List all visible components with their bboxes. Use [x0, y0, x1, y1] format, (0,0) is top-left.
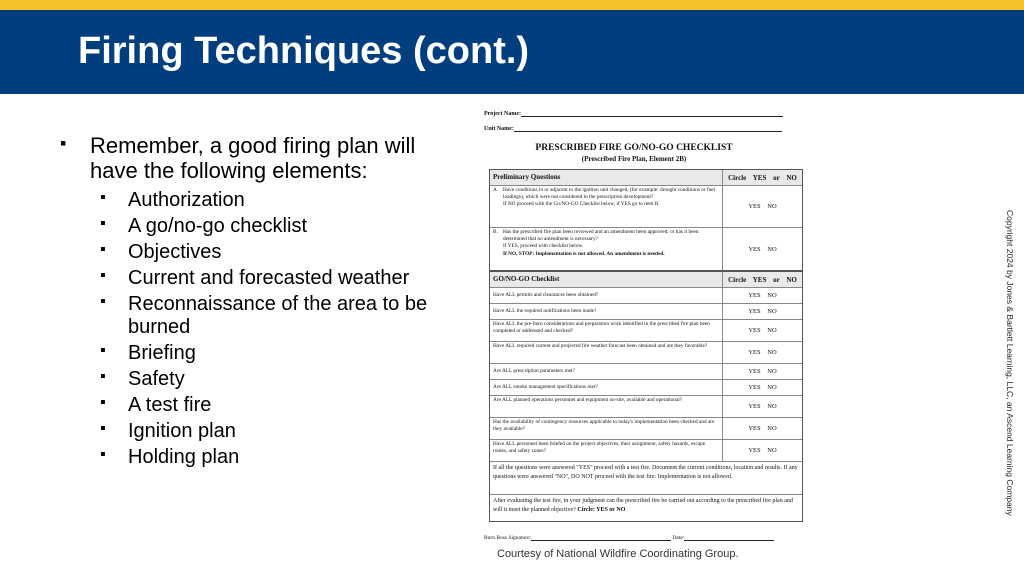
- square-bullet-icon: ▪: [100, 368, 106, 385]
- table-row: [490, 319, 802, 341]
- prelim-row-a: [490, 185, 802, 227]
- prelim-question-b: [490, 228, 723, 270]
- prelim-a-note: If NO proceed with the Go/NO-GO Checklist below, if YES go to item B.: [503, 201, 660, 208]
- list-item-text: Safety: [128, 368, 185, 390]
- checklist-question: Have ALL the pre-burn considerations and preparation work identified in the prescribed fire plan been completed or addressed and checked?: [490, 320, 723, 341]
- square-bullet-icon: ▪: [100, 293, 106, 310]
- list-item-text: Reconnaissance of the area to be burned: [128, 293, 428, 338]
- checklist-question: Have ALL required current and projected fire weather forecast been obtained and are they favorable?: [490, 342, 723, 363]
- yes-no-answer: YES NO: [748, 292, 777, 299]
- copyright-notice: [1003, 210, 1017, 520]
- yes-no-answer: YES NO: [748, 245, 777, 253]
- after-test-circle: Circle: YES or NO: [577, 507, 626, 513]
- list-item: [60, 420, 428, 443]
- yes-no-answer: YES NO: [748, 308, 777, 315]
- unit-name-label: Unit Name:: [484, 126, 514, 132]
- project-name-label: Project Name:: [484, 111, 522, 117]
- project-name-rule: [521, 110, 783, 117]
- square-bullet-icon: ▪: [100, 394, 106, 411]
- checklist-question: Have ALL the required notifications been made?: [490, 304, 723, 319]
- list-item: [60, 342, 428, 365]
- after-test-block: [490, 495, 802, 521]
- answered-yes-row: [490, 461, 802, 494]
- yes-no-answer: YES NO: [748, 447, 777, 454]
- gonogo-header: GO/NO-GO Checklist: [490, 272, 723, 287]
- list-item-text: Briefing: [128, 342, 196, 364]
- signature-line: [484, 534, 774, 541]
- yes-no-answer: YES NO: [748, 384, 777, 391]
- list-item-text: A test fire: [128, 394, 212, 416]
- prelim-a-text: Have conditions in or adjacent to the ignition unit changed, (for example: drought conditions or fuel loadings), which were not considered in the prescription development?: [503, 187, 716, 201]
- checklist-subtitle: (Prescribed Fire Plan, Element 2B): [581, 155, 687, 163]
- yes-no-answer: YES NO: [748, 425, 777, 432]
- bullet-intro: [60, 133, 440, 183]
- gonogo-header-row: [490, 270, 802, 287]
- checklist-question: Have ALL personnel been briefed on the project objectives, their assignment, safety hazards, escape routes, and safety zones?: [490, 440, 723, 461]
- list-item-text: Current and forecasted weather: [128, 267, 410, 289]
- square-bullet-icon: ▪: [100, 215, 106, 232]
- prelim-a-letter: A.: [493, 187, 499, 193]
- project-name-line: [484, 110, 783, 117]
- circle-header: Circle YES or NO: [723, 170, 802, 185]
- unit-name-rule: [514, 125, 782, 132]
- checklist-table: [489, 169, 803, 522]
- table-row: [490, 341, 802, 363]
- list-item-text: Holding plan: [128, 446, 240, 468]
- table-row: [490, 395, 802, 417]
- list-item-text: A go/no-go checklist: [128, 215, 307, 237]
- prelim-b-text: Has the prescribed fire plan been reviewed and an amendment been approved; or has it been determined that no amendment is necessary?: [503, 229, 699, 243]
- list-item-text: Authorization: [128, 189, 245, 211]
- list-item: [60, 368, 428, 391]
- square-bullet-icon: ▪: [100, 267, 106, 284]
- date-rule: [684, 534, 774, 541]
- copyright-text: Copyright 2024 by Jones & Bartlett Learning, LLC, an Ascend Learning Company: [1005, 210, 1015, 516]
- image-credit: Courtesy of National Wildfire Coordinating Group.: [497, 548, 739, 560]
- prelim-b-note1: If YES, proceed with checklist below.: [503, 243, 584, 250]
- yes-no-answer: YES NO: [748, 203, 777, 210]
- slide-title: Firing Techniques (cont.): [78, 30, 530, 72]
- bullet-content: [60, 133, 440, 472]
- unit-name-line: [484, 125, 782, 132]
- list-item: [60, 267, 428, 290]
- accent-bar: [0, 0, 1024, 10]
- prelim-b-letter: B.: [493, 229, 498, 235]
- list-item: [60, 446, 428, 469]
- list-item: [60, 215, 428, 238]
- square-bullet-icon: ▪: [100, 189, 106, 206]
- list-item: [60, 394, 428, 417]
- square-bullet-icon: ▪: [100, 342, 106, 359]
- table-row: [490, 379, 802, 395]
- list-item-text: Ignition plan: [128, 420, 236, 442]
- yes-no-answer: YES NO: [748, 403, 777, 410]
- checklist-question: Are ALL prescription parameters met?: [490, 364, 723, 379]
- prelim-row-b: [490, 227, 802, 270]
- after-test-text: After evaluating the test fire, in your judgment can the prescribed fire be carried out according to the prescribed fire plan and will it meet the planned objective?: [493, 498, 793, 513]
- prelim-header-row: [490, 170, 802, 185]
- signature-label: Burn Boss Signature:: [484, 535, 532, 541]
- bullet-intro-text: Remember, a good firing plan will have the following elements:: [90, 133, 416, 183]
- checklist-question: Are ALL smoke management specifications met?: [490, 380, 723, 395]
- yes-no-answer: YES NO: [748, 327, 777, 334]
- element-list: [60, 189, 440, 469]
- checklist-question: Are ALL planned operations personnel and equipment on-site, available and operational?: [490, 396, 723, 417]
- yes-no-answer: YES NO: [748, 349, 777, 356]
- answered-yes-text: If all the questions were answered "YES" proceed with a test fire. Document the current conditions, location and results. If any questions were answered "NO", DO NOT proceed with the test fire: Implementation is not allowed.: [493, 465, 798, 480]
- list-item: [60, 293, 428, 339]
- checklist-question: Have ALL permits and clearances been obtained?: [490, 288, 723, 303]
- table-row: [490, 303, 802, 319]
- square-bullet-icon: ▪: [100, 241, 106, 258]
- yes-no-answer: YES NO: [748, 368, 777, 375]
- square-bullet-icon: ▪: [100, 420, 106, 437]
- square-bullet-icon: ▪: [60, 133, 67, 153]
- table-row: [490, 439, 802, 461]
- checklist-question: Has the availability of contingency resources applicable to today's implementation been checked and are they available?: [490, 418, 723, 439]
- prelim-b-note2: If NO, STOP: Implementation is not allowed. An amendment is needed.: [503, 250, 665, 257]
- prelim-header: Preliminary Questions: [490, 170, 723, 185]
- table-row: [490, 417, 802, 439]
- circle-header: Circle YES or NO: [723, 272, 802, 287]
- table-row: [490, 287, 802, 303]
- list-item: [60, 241, 428, 264]
- date-label: Date:: [672, 535, 685, 541]
- table-row: [490, 363, 802, 379]
- signature-rule: [531, 534, 671, 541]
- go-no-go-checklist-image: [484, 108, 800, 546]
- prelim-question-a: [490, 186, 723, 227]
- checklist-title: PRESCRIBED FIRE GO/NO-GO CHECKLIST: [535, 143, 733, 153]
- list-item-text: Objectives: [128, 241, 222, 263]
- after-test-row: [490, 494, 802, 521]
- list-item: [60, 189, 428, 212]
- square-bullet-icon: ▪: [100, 446, 106, 463]
